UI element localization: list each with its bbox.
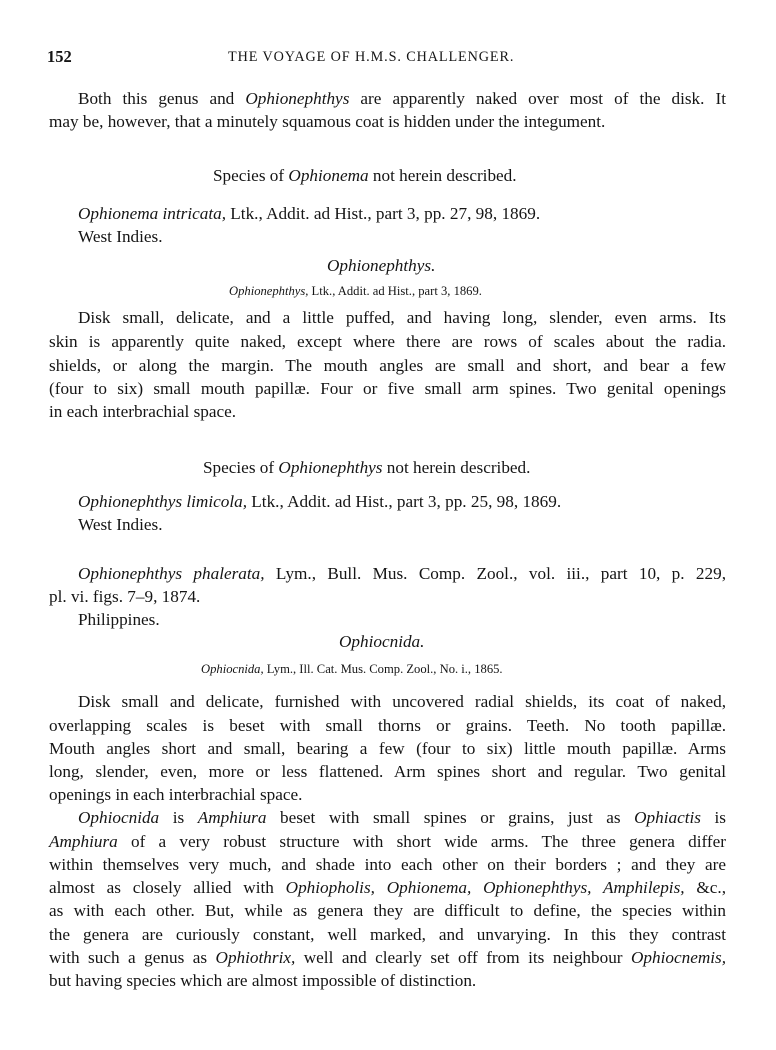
running-title: THE VOYAGE OF H.M.S. CHALLENGER. (228, 49, 515, 65)
intro-line-1: Both this genus and Ophionephthys are apparently naked over most of the disk. It (78, 89, 726, 108)
ophionema-intricata-entry: Ophionema intricata, Ltk., Addit. ad Hist., part 3, pp. 27, 98, 1869. (78, 204, 541, 223)
ophiocnida-p2-line-7: with such a genus as Ophiothrix, well and clearly set off from its neighbour Ophiocnemis, (49, 948, 726, 967)
ophionephthys-phalerata-entry-cont: pl. vi. figs. 7–9, 1874. (49, 587, 201, 606)
ophiocnida-title: Ophiocnida. (339, 632, 425, 651)
ophiocnida-p2-line-5: as with each other. But, while as genera they are difficult to define, the species within (49, 901, 726, 920)
ophiocnida-desc-line-1: Disk small and delicate, furnished with uncovered radial shields, its coat of naked, (78, 692, 726, 711)
ophionephthys-limicola-entry: Ophionephthys limicola, Ltk., Addit. ad Hist., part 3, pp. 25, 98, 1869. (78, 492, 562, 511)
ophiocnida-p2-line-1: Ophiocnida is Amphiura beset with small spines or grains, just as Ophiactis is (78, 808, 726, 827)
ophionephthys-desc-line-2: skin is apparently quite naked, except where there are rows of scales about the radia. (49, 332, 726, 351)
ophiocnida-p2-line-6: the genera are curiously constant, well marked, and unvarying. In this they contrast (49, 925, 726, 944)
ophiocnida-p2-line-8: but having species which are almost impossible of distinction. (49, 971, 477, 990)
ophionephthys-species-heading: Species of Ophionephthys not herein described. (203, 458, 531, 477)
ophiocnida-desc-line-4: long, slender, even, more or less flattened. Arm spines short and regular. Two genital (49, 762, 726, 781)
intro-line-2: may be, however, that a minutely squamous coat is hidden under the integument. (49, 112, 606, 131)
ophiocnida-citation: Ophiocnida, Lym., Ill. Cat. Mus. Comp. Zool., No. i., 1865. (201, 662, 503, 676)
ophionephthys-desc-line-1: Disk small, delicate, and a little puffed, and having long, slender, even arms. Its (78, 308, 726, 327)
ophionephthys-desc-line-5: in each interbrachial space. (49, 402, 237, 421)
ophionema-intricata-locality: West Indies. (78, 227, 163, 246)
ophionephthys-desc-line-4: (four to six) small mouth papillæ. Four or five small arm spines. Two genital openings (49, 379, 726, 398)
ophionephthys-title: Ophionephthys. (327, 256, 436, 275)
ophionephthys-phalerata-entry: Ophionephthys phalerata, Lym., Bull. Mus. Comp. Zool., vol. iii., part 10, p. 229, (78, 564, 727, 583)
ophiocnida-desc-line-2: overlapping scales is beset with small thorns or grains. Teeth. No tooth papillæ. (49, 716, 726, 735)
ophiocnida-desc-line-5: openings in each interbrachial space. (49, 785, 303, 804)
ophiocnida-p2-line-2: Amphiura of a very robust structure with short wide arms. The three genera differ (49, 832, 726, 851)
ophionephthys-limicola-locality: West Indies. (78, 515, 163, 534)
ophionema-species-heading: Species of Ophionema not herein described. (213, 166, 517, 185)
ophiocnida-p2-line-3: within themselves very much, and shade into each other on their borders ; and they are (49, 855, 726, 874)
ophiocnida-p2-line-4: almost as closely allied with Ophiopholis, Ophionema, Ophionephthys, Amphilepis, &c., (49, 878, 726, 897)
ophionephthys-desc-line-3: shields, or along the margin. The mouth angles are small and short, and bear a few (49, 356, 726, 375)
page-number: 152 (47, 47, 72, 66)
ophionephthys-phalerata-locality: Philippines. (78, 610, 160, 629)
ophionephthys-citation: Ophionephthys, Ltk., Addit. ad Hist., part 3, 1869. (229, 284, 482, 298)
ophiocnida-desc-line-3: Mouth angles short and small, bearing a few (four to six) little mouth papillæ. Arms (49, 739, 726, 758)
